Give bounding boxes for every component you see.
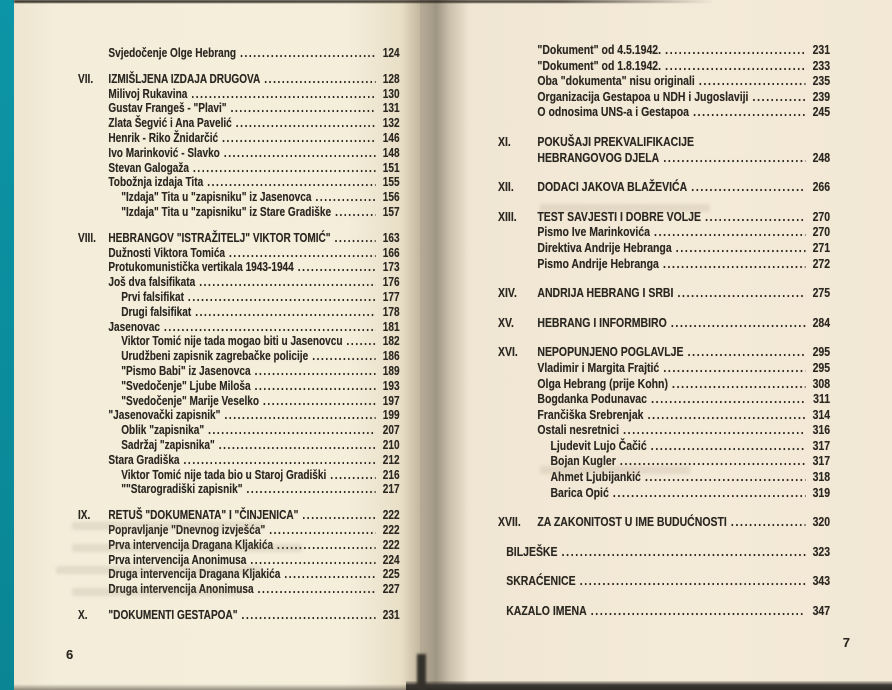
toc-entry-label: Sadržaj "zapisnika": [121, 437, 215, 452]
toc-entry-page: 318: [812, 469, 831, 485]
toc-entry-page: 347: [812, 603, 831, 619]
toc-entry-page: 235: [812, 73, 831, 89]
dot-leader: [648, 407, 806, 423]
dot-leader: [580, 573, 806, 589]
toc-entry-label: "Svedočenje" Ljube Miloša: [121, 378, 251, 393]
dot-leader: [193, 161, 376, 176]
toc-entry-label: "Pismo Babi" iz Jasenovca: [121, 363, 251, 378]
dot-leader: [255, 379, 376, 394]
toc-entry-page: 248: [812, 149, 831, 165]
toc-entry: [498, 391, 830, 407]
toc-entry: [498, 104, 830, 120]
toc-entry: [78, 608, 400, 623]
dot-leader: [693, 104, 805, 120]
book-gutter-bottom: [417, 654, 426, 690]
toc-entry: [78, 394, 400, 409]
toc-entry-label: Ostali nesretnici: [537, 422, 620, 438]
toc-entry-label: Dužnosti Viktora Tomića: [108, 245, 226, 260]
toc-entry-page: 320: [812, 514, 831, 530]
dot-leader: [591, 603, 806, 619]
toc-entry: [78, 87, 400, 102]
dot-leader: [284, 567, 375, 582]
toc-entry: [78, 438, 400, 453]
toc-entry-page: 176: [382, 275, 400, 290]
toc-entry-page: 272: [812, 255, 831, 271]
toc-entry-page: 314: [812, 406, 831, 422]
toc-entry: [78, 553, 400, 568]
toc-entry: [78, 205, 400, 220]
toc-entry: [78, 275, 400, 290]
book-top-edge: [14, 0, 714, 3]
toc-entry-number: VIII.: [78, 230, 96, 245]
toc-entry-label: HEBRANG I INFORMBIRO: [537, 314, 667, 330]
toc-entry: [498, 407, 830, 423]
toc-entry-page: 266: [812, 179, 831, 195]
toc-entry-page: 212: [382, 452, 400, 467]
toc-entry-page: 295: [812, 359, 831, 375]
toc-entry: [498, 544, 830, 560]
toc-entry: [498, 89, 830, 105]
toc-entry-page: 271: [812, 239, 831, 255]
dot-leader: [222, 131, 375, 146]
toc-entry-page: 270: [812, 208, 831, 224]
toc-entry-page: 131: [382, 101, 400, 116]
dot-leader: [224, 408, 375, 423]
toc-entry-label: Viktor Tomić nije tada bio u Staroj Gradiški: [121, 467, 327, 482]
toc-entry-label: "DOKUMENTI GESTAPOA": [108, 607, 238, 622]
dot-leader: [236, 116, 376, 131]
toc-entry-page: 155: [382, 175, 400, 190]
dot-leader: [651, 438, 806, 454]
toc-entry-page: 207: [382, 423, 400, 438]
toc-entry: [78, 364, 400, 379]
toc-entry-page: 177: [382, 289, 400, 304]
dot-leader: [229, 246, 376, 261]
toc-entry-label: Oblik "zapisnika": [121, 423, 205, 438]
dot-leader: [672, 376, 805, 392]
toc-entry-number: X.: [78, 607, 88, 622]
toc-entry-label: Oba "dokumenta" nisu originali: [537, 73, 695, 89]
dot-leader: [663, 360, 805, 376]
dot-leader: [663, 150, 805, 166]
toc-entry-label: POKUŠAJI PREKVALIFIKACIJE: [537, 133, 695, 149]
dot-leader: [255, 364, 376, 379]
toc-entry-label: Stara Gradiška: [108, 452, 180, 467]
book-bottom-edge: [14, 684, 408, 690]
dot-leader: [651, 391, 805, 407]
toc-entry-page: 156: [382, 190, 400, 205]
toc-entry-page: 224: [382, 552, 400, 567]
toc-entry-page: 311: [813, 391, 831, 407]
toc-entry-label: Druga intervencija Anonimusa: [108, 582, 254, 597]
toc-entry-page: 295: [812, 344, 831, 360]
dot-leader: [219, 438, 376, 453]
toc-entry-label: Jasenovac: [108, 319, 160, 334]
toc-entry-label: Tobožnja izdaja Tita: [108, 175, 204, 190]
toc-entry-page: 163: [382, 230, 400, 245]
toc-entry-page: 124: [382, 46, 400, 60]
left-page: [14, 0, 420, 690]
toc-entry-label: Bojan Kugler: [550, 453, 616, 469]
toc-entry: [498, 150, 830, 166]
toc-entry: [78, 231, 400, 246]
toc-entry: [78, 567, 400, 582]
page-number-right: 7: [842, 635, 850, 650]
toc-entry-label: ""Starogradiški zapisnik": [121, 482, 243, 497]
toc-entry-page: 189: [382, 363, 400, 378]
toc-entry: [498, 438, 830, 454]
dot-leader: [620, 453, 806, 469]
toc-entry: [78, 72, 400, 87]
toc-entry: [78, 468, 400, 483]
dot-leader: [242, 608, 376, 623]
toc-entry-page: 173: [382, 260, 400, 275]
toc-entry-page: 157: [382, 204, 400, 219]
toc-entry-page: 275: [812, 285, 831, 301]
toc-entry-page: 130: [382, 86, 400, 101]
toc-entry: [498, 422, 830, 438]
dot-leader: [665, 58, 805, 74]
toc-entry-label: HEBRANGOVOG DJELA: [537, 149, 660, 165]
toc-entry: [498, 134, 830, 150]
toc-entry-page: 270: [812, 224, 831, 240]
toc-entry-label: Prva intervencija Dragana Kljakića: [108, 537, 274, 552]
toc-entry: [78, 349, 400, 364]
dot-leader: [645, 469, 806, 485]
toc-entry-page: 231: [812, 42, 831, 57]
toc-entry-label: Milivoj Rukavina: [108, 86, 188, 101]
toc-entry: [498, 285, 830, 301]
dot-leader: [665, 42, 805, 58]
toc-entry-number: XV.: [498, 314, 514, 330]
page-number-left: 6: [66, 647, 74, 662]
toc-entry-page: 186: [382, 349, 400, 364]
toc-entry-page: 222: [382, 522, 400, 537]
toc-entry-page: 225: [382, 567, 400, 582]
dot-leader: [676, 240, 806, 256]
toc-entry-number: XVII.: [498, 514, 521, 530]
toc-entry-page: 233: [812, 57, 831, 73]
toc-entry-page: 166: [382, 245, 400, 260]
dot-leader: [298, 260, 376, 275]
toc-entry: [498, 360, 830, 376]
toc-entry: [78, 482, 400, 497]
dot-leader: [208, 423, 375, 438]
toc-entry-label: ANDRIJA HEBRANG I SRBI: [537, 285, 674, 301]
toc-entry-page: 132: [382, 116, 400, 131]
toc-entry: [498, 240, 830, 256]
toc-entry: [78, 260, 400, 275]
toc-entry-page: 227: [382, 582, 400, 597]
toc-entry: [498, 179, 830, 195]
toc-entry-label: O odnosima UNS-a i Gestapoa: [537, 104, 689, 120]
toc-entry-page: 128: [382, 71, 400, 86]
toc-entry-page: 148: [382, 145, 400, 160]
book-bottom-edge: [406, 681, 892, 690]
toc-entry-page: 199: [382, 408, 400, 423]
toc-entry: [78, 190, 400, 205]
toc-entry: [78, 508, 400, 523]
toc-right-column: [498, 42, 830, 619]
dot-leader: [258, 582, 376, 597]
toc-entry-label: Zlata Šegvić i Ana Pavelić: [108, 116, 232, 131]
toc-entry-label: Vladimir i Margita Frajtić: [537, 359, 660, 375]
toc-entry: [78, 161, 400, 176]
toc-entry-number: XII.: [498, 179, 514, 195]
dot-leader: [240, 46, 376, 61]
toc-entry-label: Viktor Tomić nije tada mogao biti u Jasenovcu: [121, 334, 343, 349]
dot-leader: [688, 344, 806, 360]
toc-entry-label: Ljudevit Lujo Čačić: [550, 437, 647, 453]
toc-entry-label: IZMIŠLJENA IZDAJA DRUGOVA: [108, 71, 261, 86]
toc-entry: [498, 256, 830, 272]
toc-entry-page: 151: [382, 160, 400, 175]
toc-entry-page: 245: [812, 104, 831, 120]
dot-leader: [164, 320, 376, 335]
toc-entry: [78, 334, 400, 349]
toc-entry-page: 316: [812, 422, 831, 438]
dot-leader: [753, 89, 806, 105]
dot-leader: [671, 315, 806, 331]
toc-entry: [498, 514, 830, 530]
toc-entry: [498, 573, 830, 589]
toc-entry-label: Svjedočenje Olge Hebrang: [108, 46, 237, 60]
toc-entry-label: SKRAĆENICE: [506, 573, 576, 589]
dot-leader: [613, 485, 806, 501]
dot-leader: [562, 544, 806, 560]
toc-entry-label: TEST SAVJESTI I DOBRE VOLJE: [537, 208, 702, 224]
toc-entry: [78, 523, 400, 538]
toc-entry-label: "Svedočenje" Marije Veselko: [121, 393, 259, 408]
dot-leader: [231, 101, 376, 116]
dot-leader: [184, 453, 376, 468]
toc-entry: [78, 146, 400, 161]
toc-entry: [78, 453, 400, 468]
toc-entry-label: Frančiška Srebrenjak: [537, 406, 644, 422]
toc-entry: [78, 290, 400, 305]
toc-entry: [78, 116, 400, 131]
toc-entry: [498, 224, 830, 240]
toc-entry-label: Barica Opić: [550, 484, 609, 500]
toc-entry-page: 317: [812, 453, 831, 469]
toc-entry-label: RETUŠ "DOKUMENATA" I "ČINJENICA": [108, 508, 299, 523]
toc-entry-label: ZA ZAKONITOST U IME BUDUĆNOSTI: [537, 514, 727, 530]
dot-leader: [731, 514, 806, 530]
toc-entry-label: Popravljanje "Dnevnog izvješća": [108, 522, 266, 537]
toc-entry-label: "Jasenovački zapisnik": [108, 408, 221, 423]
dot-leader: [188, 290, 376, 305]
toc-entry-label: KAZALO IMENA: [506, 603, 587, 619]
toc-entry-page: 146: [382, 130, 400, 145]
toc-entry-label: Druga intervencija Dragana Kljakića: [108, 567, 281, 582]
dot-leader: [199, 275, 375, 290]
toc-entry: [78, 246, 400, 261]
toc-entry: [78, 305, 400, 320]
toc-entry: [498, 209, 830, 225]
dot-leader: [347, 334, 376, 349]
toc-entry-page: 231: [382, 607, 400, 622]
toc-entry-label: Bogdanka Podunavac: [537, 391, 647, 407]
dot-leader: [277, 538, 376, 553]
toc-entry-label: Drugi falsifikat: [121, 304, 192, 319]
toc-entry: [498, 603, 830, 619]
dot-leader: [691, 179, 805, 195]
toc-entry-label: Urudžbeni zapisnik zagrebačke policije: [121, 349, 309, 364]
right-page: [420, 0, 892, 690]
toc-entry-label: Organizacija Gestapoa u NDH i Jugoslaviji: [537, 88, 749, 104]
toc-entry-page: 317: [812, 437, 831, 453]
toc-entry-page: 178: [382, 304, 400, 319]
toc-entry-page: 284: [812, 314, 831, 330]
toc-entry-label: DODACI JAKOVA BLAŽEVIĆA: [537, 179, 688, 195]
toc-entry: [498, 453, 830, 469]
toc-entry-label: HEBRANGOV "ISTRAŽITELJ" VIKTOR TOMIĆ": [108, 230, 331, 245]
toc-entry-label: Prva intervencija Anonimusa: [108, 552, 247, 567]
toc-entry-page: 323: [812, 543, 831, 559]
toc-entry: [78, 538, 400, 553]
dot-leader: [330, 468, 375, 483]
toc-entry: [498, 485, 830, 501]
toc-entry-label: Pismo Andrije Hebranga: [537, 255, 659, 271]
toc-entry-page: 217: [382, 482, 400, 497]
toc-entry-label: Ivo Marinković - Slavko: [108, 145, 220, 160]
toc-entry-number: XI.: [498, 133, 511, 149]
dot-leader: [207, 175, 375, 190]
dot-leader: [246, 482, 375, 497]
toc-entry-label: Prvi falsifikat: [121, 289, 184, 304]
dot-leader: [224, 146, 376, 161]
dot-leader: [195, 305, 375, 320]
toc-entry-page: 222: [382, 537, 400, 552]
toc-entry-label: Direktiva Andrije Hebranga: [537, 239, 672, 255]
toc-entry: [78, 101, 400, 116]
dot-leader: [654, 224, 805, 240]
toc-entry-page: 343: [812, 573, 831, 589]
toc-entry-page: 197: [382, 393, 400, 408]
dot-leader: [663, 256, 806, 272]
dot-leader: [705, 209, 805, 225]
toc-entry: [498, 73, 830, 89]
toc-entry-page: 319: [812, 484, 831, 500]
toc-entry-label: "Izdaja" Tita u "zapisniku" iz Stare Gradiške: [121, 204, 332, 219]
toc-entry-label: "Izdaja" Tita u "zapisniku" iz Jasenovca: [121, 190, 312, 205]
toc-entry-label: Još dva falsifikata: [108, 275, 196, 290]
toc-entry: [498, 315, 830, 331]
dot-leader: [623, 422, 805, 438]
toc-entry-label: Pismo Ive Marinkovića: [537, 224, 650, 240]
toc-entry-page: 222: [382, 508, 400, 523]
toc-entry: [78, 408, 400, 423]
toc-entry-label: BILJEŠKE: [506, 543, 558, 559]
dot-leader: [678, 285, 806, 301]
dot-leader: [191, 87, 375, 102]
toc-entry-number: XIII.: [498, 208, 517, 224]
toc-entry-page: 216: [382, 467, 400, 482]
toc-entry-label: Henrik - Riko Žnidarčić: [108, 130, 219, 145]
toc-entry-label: Ahmet Ljubijankić: [550, 469, 641, 485]
toc-entry: [498, 469, 830, 485]
toc-entry-label: Protukomunistička vertikala 1943-1944: [108, 260, 294, 275]
toc-entry-label: "Dokument" od 1.8.1942.: [537, 57, 662, 73]
toc-entry-number: XVI.: [498, 344, 518, 360]
toc-entry-page: 182: [382, 334, 400, 349]
toc-entry-page: 193: [382, 378, 400, 393]
dot-leader: [315, 190, 375, 205]
toc-entry-label: Stevan Galogaža: [108, 160, 190, 175]
toc-entry-label: Olga Hebrang (prije Kohn): [537, 375, 668, 391]
dot-leader: [264, 72, 375, 87]
toc-entry-page: 308: [812, 375, 831, 391]
dot-leader: [302, 508, 375, 523]
toc-entry-label: NEPOPUNJENO POGLAVLJE: [537, 344, 684, 360]
toc-entry: [78, 320, 400, 335]
dot-leader: [269, 523, 375, 538]
dot-leader: [312, 349, 375, 364]
dot-leader: [263, 394, 376, 409]
dot-leader: [335, 205, 376, 220]
dot-leader: [335, 231, 376, 246]
toc-entry: [78, 379, 400, 394]
toc-entry: [498, 58, 830, 74]
toc-entry-page: 239: [812, 88, 831, 104]
toc-entry-page: 210: [382, 437, 400, 452]
toc-entry: [78, 46, 400, 61]
toc-entry-page: 181: [382, 319, 400, 334]
toc-entry-number: IX.: [78, 508, 91, 523]
toc-entry-number: VII.: [78, 71, 94, 86]
toc-entry: [498, 344, 830, 360]
toc-entry: [78, 423, 400, 438]
toc-entry: [78, 131, 400, 146]
toc-entry-number: XIV.: [498, 285, 517, 301]
dot-leader: [250, 553, 375, 568]
toc-entry-label: Gustav Frangeš - "Plavi": [108, 101, 227, 116]
toc-entry: [78, 582, 400, 597]
toc-entry: [498, 42, 830, 58]
toc-entry: [498, 376, 830, 392]
toc-entry-label: "Dokument" od 4.5.1942.: [537, 42, 662, 57]
toc-left-column: [78, 46, 400, 623]
toc-entry: [78, 175, 400, 190]
dot-leader: [699, 73, 806, 89]
